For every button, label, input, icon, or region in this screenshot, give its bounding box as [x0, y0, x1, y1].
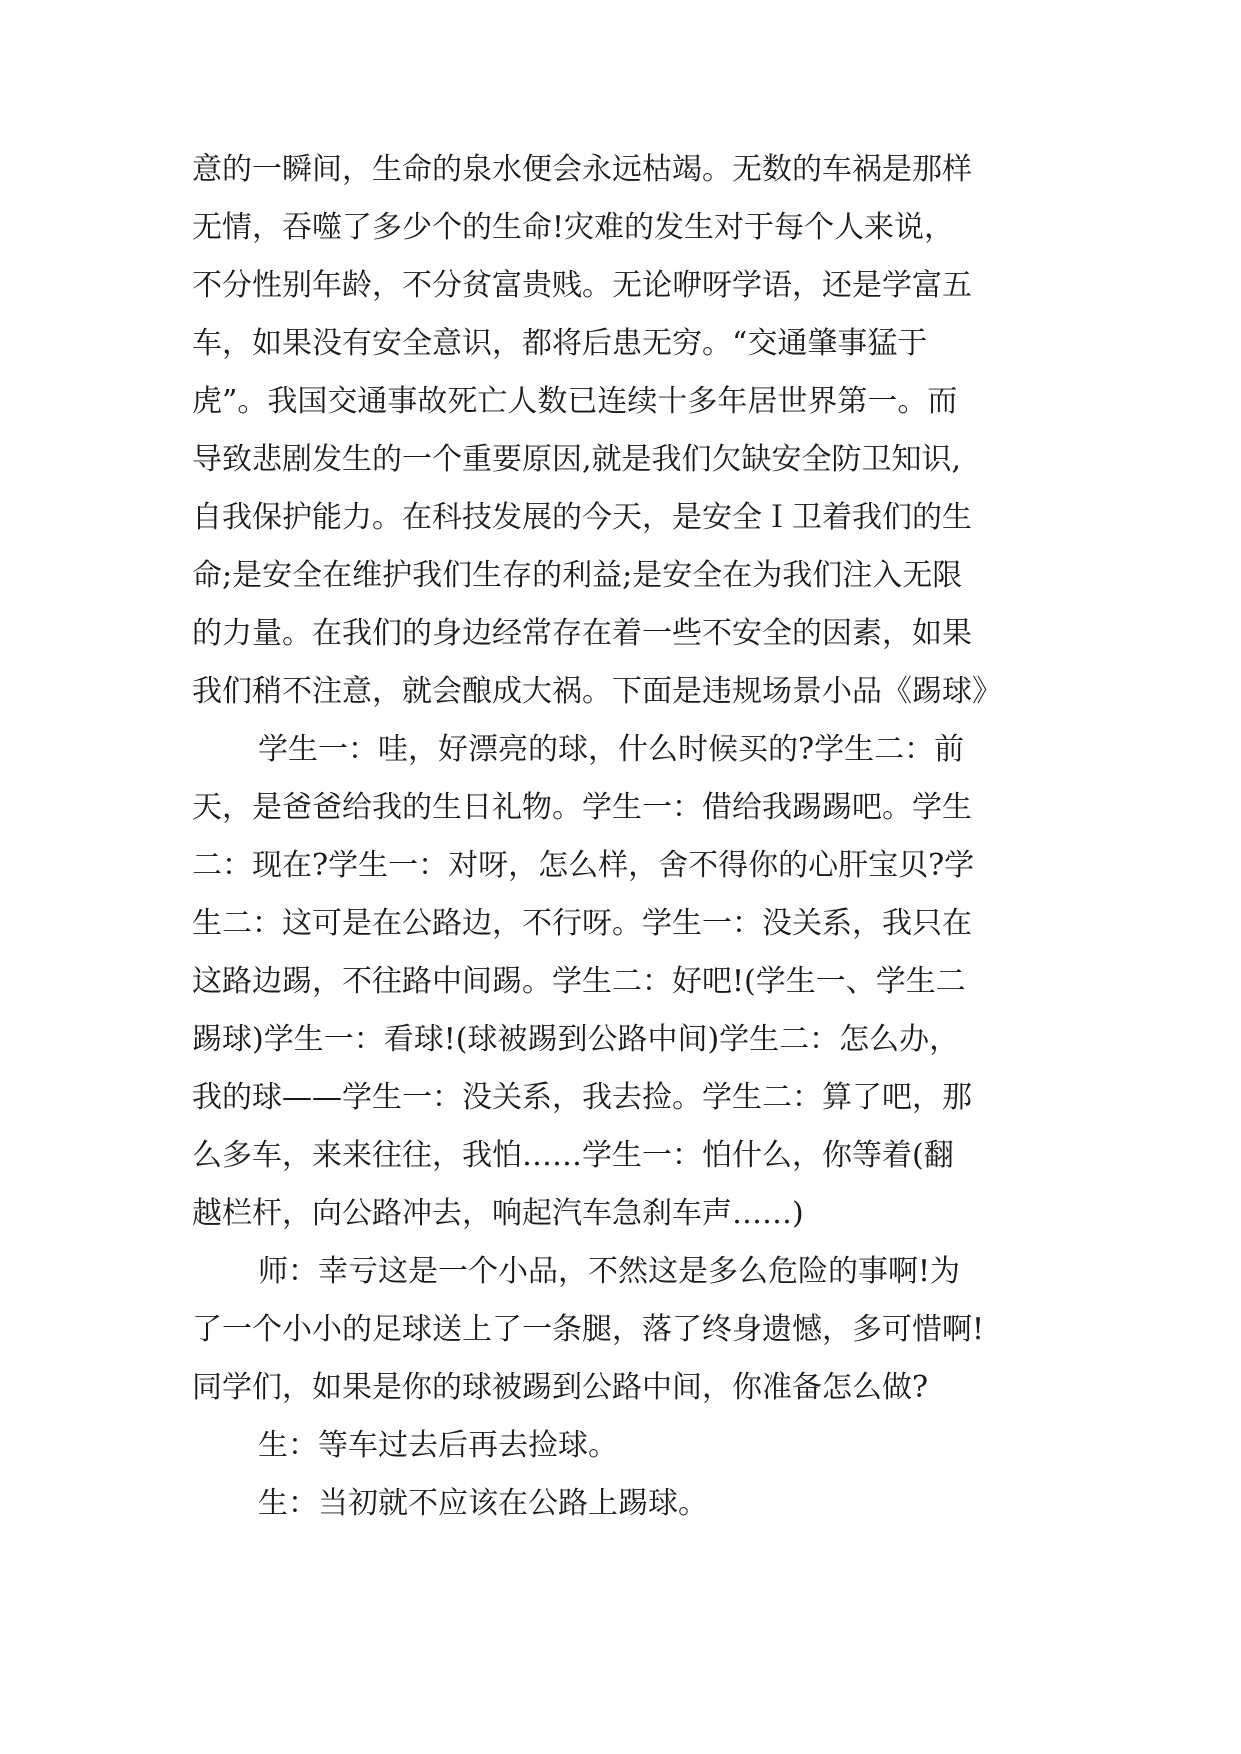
- text-line: 二：现在?学生一：对呀，怎么样，舍不得你的心肝宝贝?学: [192, 848, 975, 883]
- text-line: 命;是安全在维护我们生存的利益;是安全在为我们注入无限: [192, 558, 963, 593]
- text-line: 无情，吞噬了多少个的生命!灾难的发生对于每个人来说，: [192, 210, 955, 245]
- text-line: 导致悲剧发生的一个重要原因,就是我们欠缺安全防卫知识,: [192, 442, 962, 477]
- text-line: 不分性别年龄，不分贫富贵贱。无论咿呀学语，还是学富五: [192, 268, 972, 303]
- text-line: 这路边踢，不往路中间踢。学生二：好吧!(学生一、学生二: [192, 964, 966, 999]
- text-line: 越栏杆，向公路冲去，响起汽车急刹车声……): [192, 1196, 804, 1231]
- text-line: 的力量。在我们的身边经常存在着一些不安全的因素，如果: [192, 616, 972, 651]
- paragraph-first-line: 生：等车过去后再去捡球。: [258, 1428, 618, 1463]
- text-line: 我们稍不注意，就会酿成大祸。下面是违规场景小品《踢球》: [192, 674, 1002, 709]
- text-line: 同学们，如果是你的球被踢到公路中间，你准备怎么做?: [192, 1370, 929, 1405]
- paragraph-first-line: 生：当初就不应该在公路上踢球。: [258, 1486, 708, 1521]
- text-line: 自我保护能力。在科技发展的今天，是安全Ｉ卫着我们的生: [192, 500, 972, 535]
- text-line: 了一个小小的足球送上了一条腿，落了终身遗憾，多可惜啊!: [192, 1312, 985, 1347]
- text-line: 踢球)学生一：看球!(球被踢到公路中间)学生二：怎么办，: [192, 1022, 960, 1057]
- paragraph-first-line: 师：幸亏这是一个小品，不然这是多么危险的事啊!为: [258, 1254, 961, 1289]
- paragraph-first-line: 学生一：哇，好漂亮的球，什么时候买的?学生二：前: [258, 732, 965, 767]
- text-line: 车，如果没有安全意识，都将后患无穷。“交通肇事猛于: [192, 326, 928, 361]
- text-line: 我的球——学生一：没关系，我去捡。学生二：算了吧，那: [192, 1080, 972, 1115]
- text-line: 生二：这可是在公路边，不行呀。学生一：没关系，我只在: [192, 906, 972, 941]
- text-line: 天，是爸爸给我的生日礼物。学生一：借给我踢踢吧。学生: [192, 790, 972, 825]
- text-line: 虎”。我国交通事故死亡人数已连续十多年居世界第一。而: [192, 384, 958, 419]
- text-line: 么多车，来来往往，我怕……学生一：怕什么，你等着(翻: [192, 1138, 954, 1173]
- text-line: 意的一瞬间，生命的泉水便会永远枯竭。无数的车祸是那样: [192, 152, 972, 187]
